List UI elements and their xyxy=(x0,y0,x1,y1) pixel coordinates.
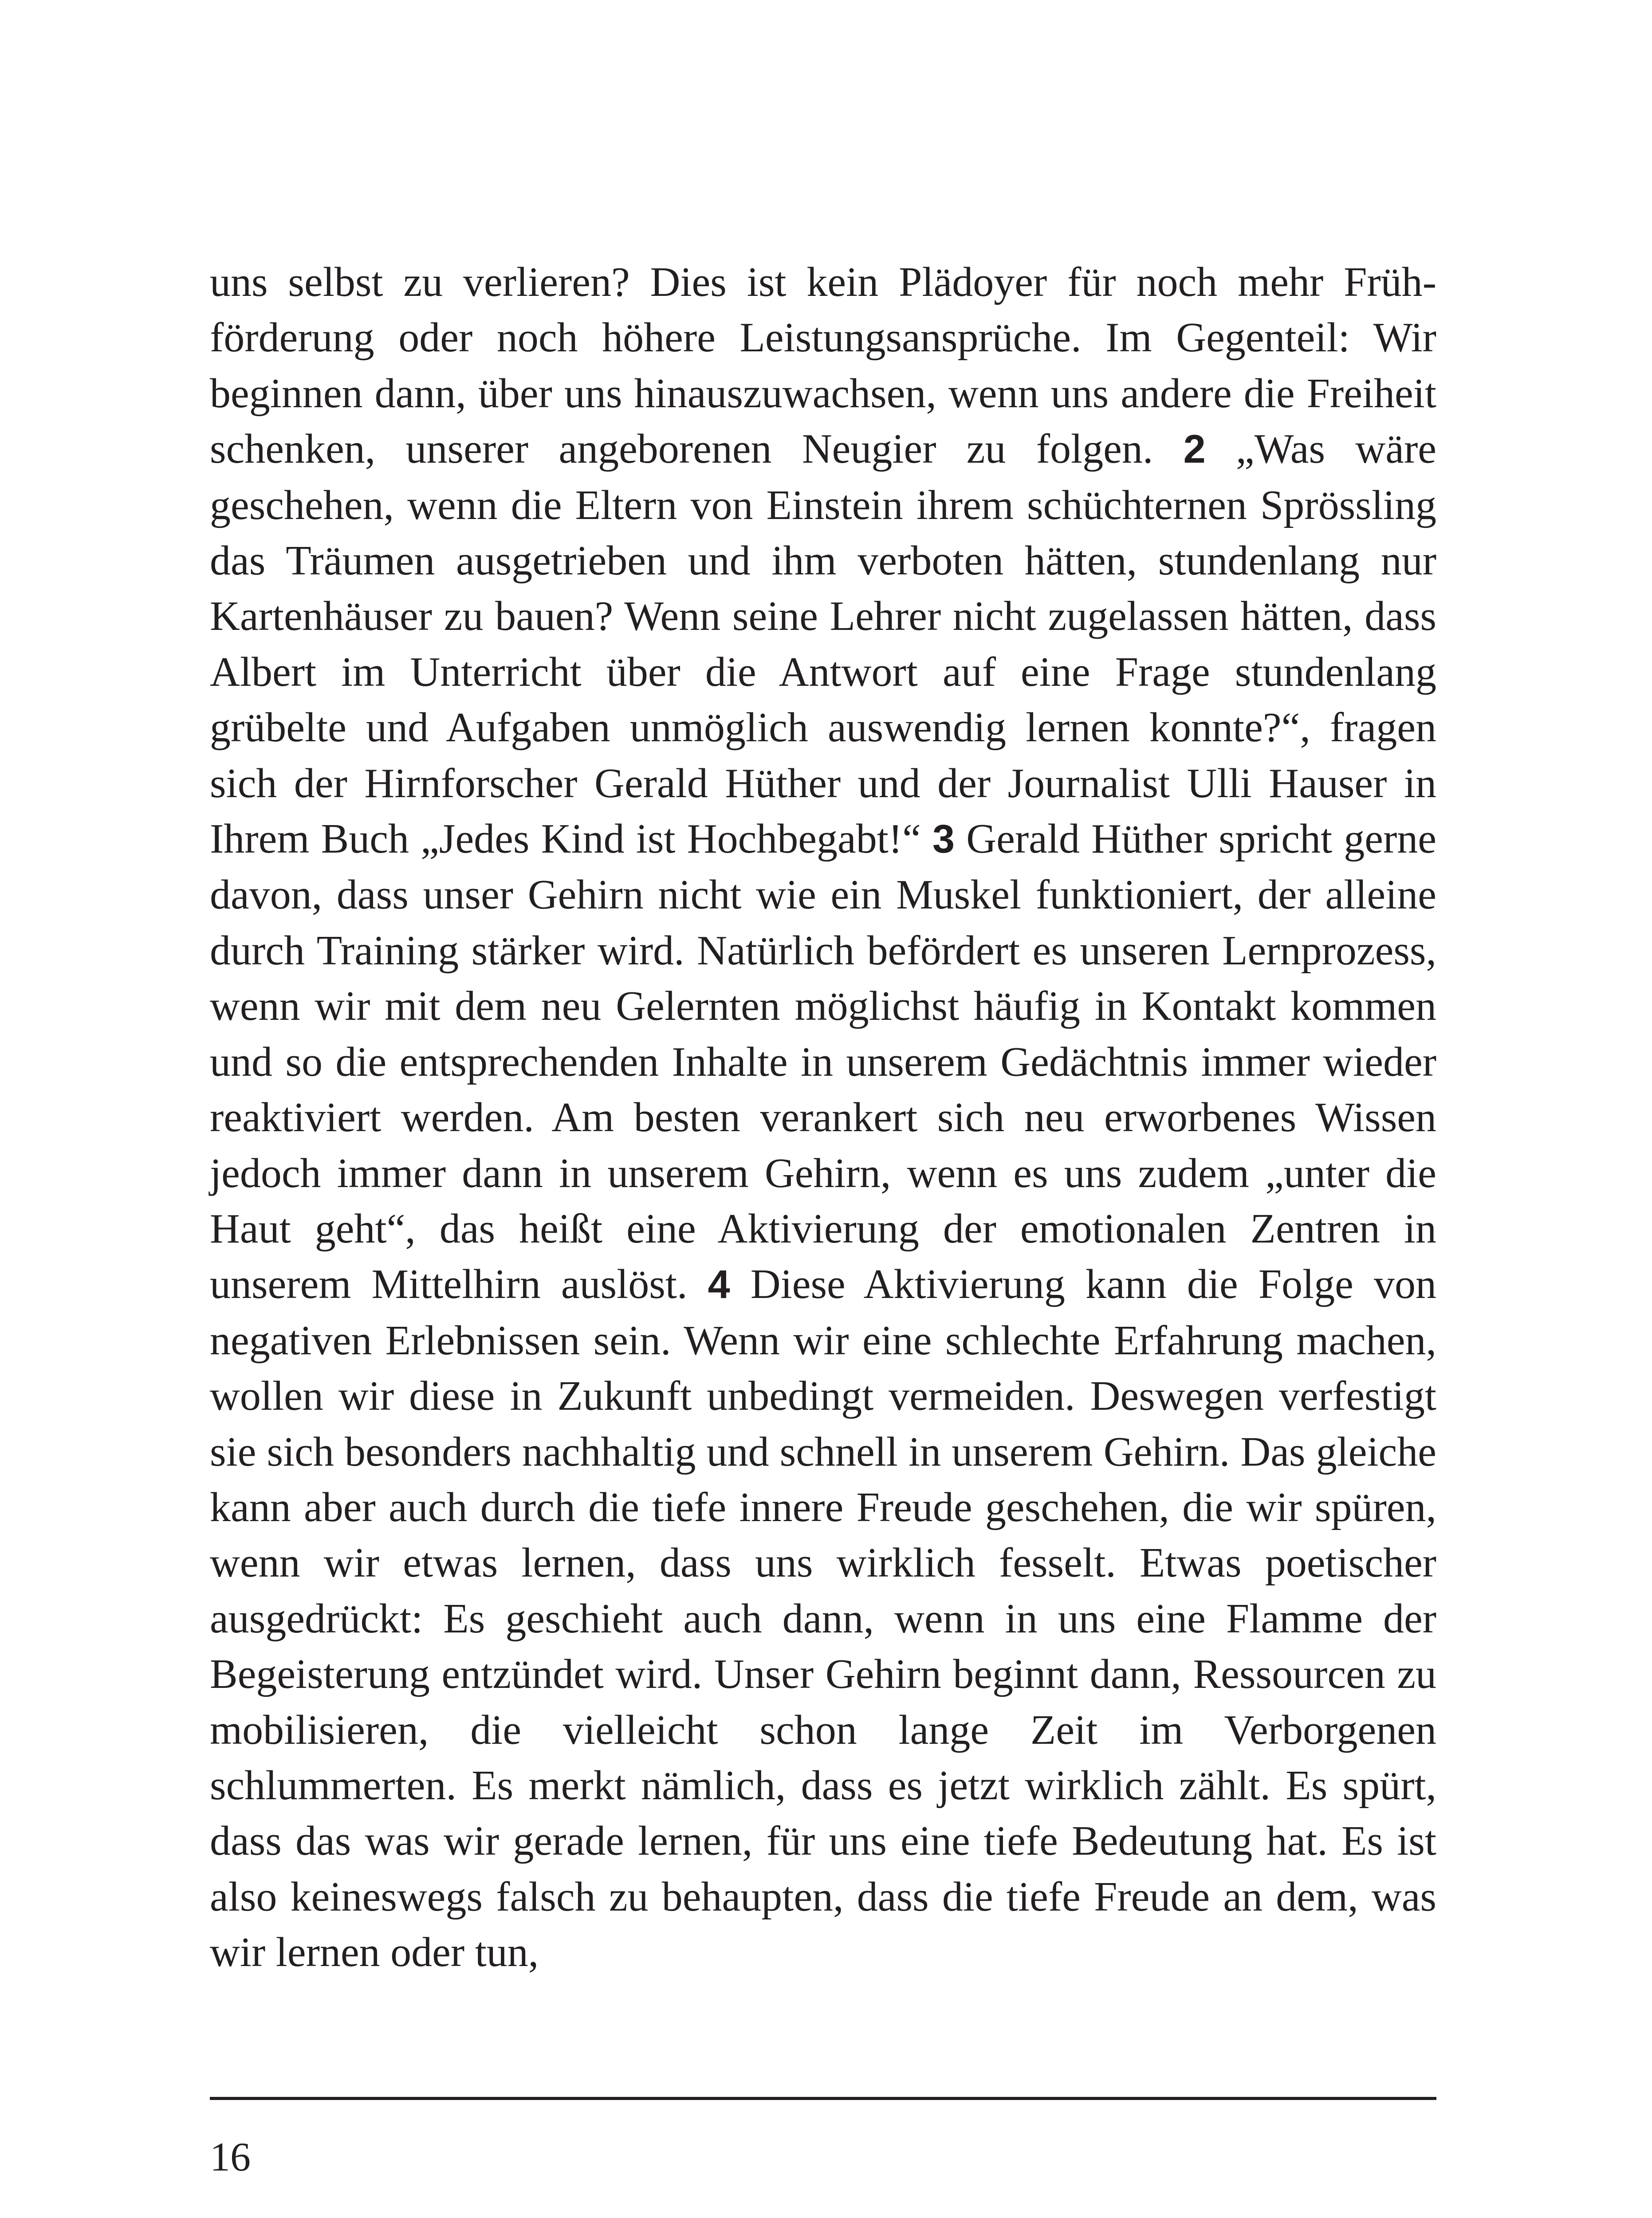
reference-marker: 3 xyxy=(932,817,955,862)
body-text-segment: uns selbst zu verlieren? Dies ist kein Plädoyer für noch mehr Frühförderung oder noch höhere Leistungsansprüche. Im Gegenteil: Wir beginnen dann, über uns hinauszuwachsen, wenn uns andere die Freiheit schenken, unserer angeborenen Neugier zu folgen. xyxy=(210,259,1436,472)
page-number: 16 xyxy=(210,2134,251,2179)
footer-rule xyxy=(210,2097,1436,2100)
reference-marker: 2 xyxy=(1183,427,1206,472)
body-text xyxy=(210,255,1436,1981)
body-text-segment: Diese Aktivierung kann die Folge von negativen Erlebnissen sein. Wenn wir eine schlechte Erfahrung machen, wollen wir diese in Zukunft unbedingt vermeiden. Deswegen verfestigt sie sich besonders nachhaltig und schnell in unserem Gehirn. Das gleiche kann aber auch durch die tiefe innere Freude geschehen, die wir spüren, wenn wir etwas lernen, dass uns wirklich fesselt. Etwas poetischer ausgedrückt: Es geschieht auch dann, wenn in uns eine Flamme der Begeisterung entzündet wird. Unser Gehirn beginnt dann, Ressourcen zu mobilisieren, die vielleicht schon lange Zeit im Verborgenen schlummerten. Es merkt nämlich, dass es jetzt wirklich zählt. Es spürt, dass das was wir gerade lernen, für uns eine tiefe Bedeutung hat. Es ist also keineswegs falsch zu behaupten, dass die tiefe Freude an dem, was wir lernen oder tun, xyxy=(210,1261,1436,1976)
body-text-segment: Gerald Hüther spricht gerne davon, dass unser Gehirn nicht wie ein Muskel funktioniert, der alleine durch Training stärker wird. Natürlich befördert es unseren Lernprozess, wenn wir mit dem neu Gelernten möglichst häufig in Kontakt kommen und so die entsprechenden Inhalte in unserem Gedächtnis immer wieder reaktiviert werden. Am besten verankert sich neu erworbenes Wissen jedoch immer dann in unserem Gehirn, wenn es uns zudem „unter die Haut geht“, das heißt eine Aktivierung der emotionalen Zentren in unserem Mittelhirn auslöst. xyxy=(210,816,1436,1308)
reference-marker: 4 xyxy=(708,1262,730,1307)
body-text-segment: „Was wäre geschehen, wenn die Eltern von Einstein ihrem schüchternen Sprössling das Träumen ausgetrieben und ihm verboten hätten, stundenlang nur Kartenhäuser zu bauen? Wenn seine Lehrer nicht zugelassen hätten, dass Albert im Unterricht über die Antwort auf eine Frage stundenlang grübelte und Aufgaben unmöglich auswendig lernen konnte?“, fragen sich der Hirnforscher Gerald Hüther und der Journalist Ulli Hauser in Ihrem Buch „Jedes Kind ist Hochbegabt!“ xyxy=(210,426,1436,862)
